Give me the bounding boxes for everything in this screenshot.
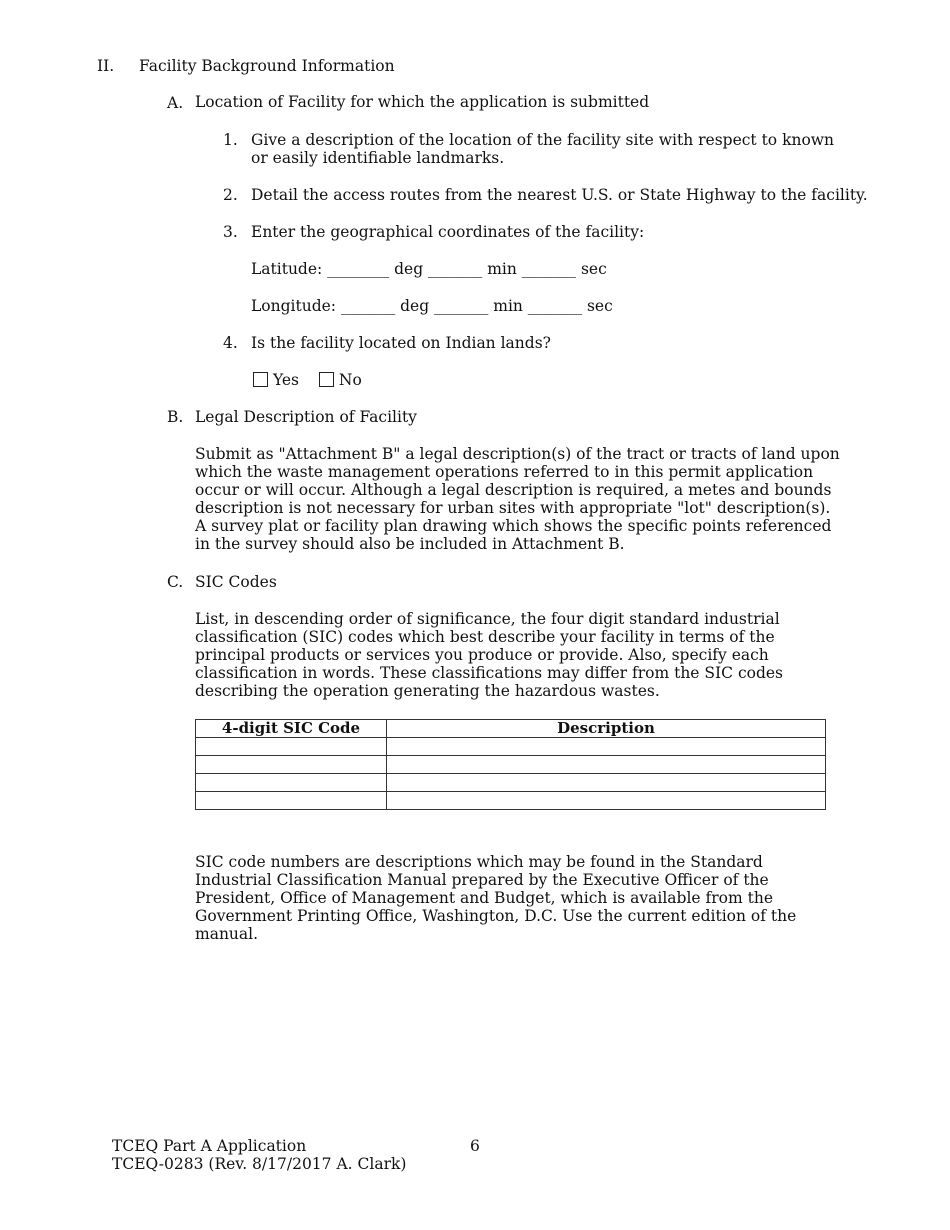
- item-3-number: 3.: [223, 223, 238, 241]
- latitude-field-line[interactable]: Latitude: ________ deg _______ min _______ sec: [251, 260, 607, 278]
- yes-checkbox[interactable]: [253, 371, 299, 389]
- item-1-number: 1.: [223, 131, 238, 149]
- no-checkbox[interactable]: [319, 371, 362, 389]
- subsection-b-letter: B.: [167, 408, 184, 426]
- item-3-text: Enter the geographical coordinates of the facility:: [251, 223, 645, 241]
- item-4-number: 4.: [223, 334, 238, 352]
- table-row: [196, 738, 826, 756]
- subsection-c-body: List, in descending order of significance, the four digit standard industrial classification (SIC) codes which best describe your facility in terms of the principal products or services you produce or provide. Also, specify each classification in words. These classifications may differ from the SIC codes describing the operation generating the hazardous wastes.: [195, 610, 784, 700]
- yes-label: Yes: [273, 371, 300, 389]
- sic-code-cell[interactable]: [196, 756, 387, 774]
- table-row: [196, 774, 826, 792]
- sic-code-table: [195, 719, 826, 810]
- item-2-number: 2.: [223, 186, 238, 204]
- no-label: No: [338, 371, 362, 389]
- sic-code-cell[interactable]: [196, 774, 387, 792]
- footer-line-1: TCEQ Part A Application: [112, 1137, 307, 1155]
- item-4-text: Is the facility located on Indian lands?: [251, 334, 551, 352]
- description-cell[interactable]: [387, 738, 826, 756]
- section-title: Facility Background Information: [139, 57, 395, 75]
- description-cell[interactable]: [387, 792, 826, 810]
- header-description: Description: [387, 720, 826, 738]
- description-cell[interactable]: [387, 774, 826, 792]
- subsection-a-title: Location of Facility for which the application is submitted: [195, 93, 650, 111]
- subsection-b-title: Legal Description of Facility: [195, 408, 417, 426]
- sic-code-cell[interactable]: [196, 738, 387, 756]
- sic-code-cell[interactable]: [196, 792, 387, 810]
- table-row: [196, 756, 826, 774]
- item-1-text: Give a description of the location of the facility site with respect to known or easily identifiable landmarks.: [251, 131, 835, 167]
- checkbox-icon[interactable]: [253, 372, 268, 387]
- header-sic-code: 4-digit SIC Code: [196, 720, 387, 738]
- sic-note: SIC code numbers are descriptions which may be found in the Standard Industrial Classification Manual prepared by the Executive Officer of the President, Office of Management and Budget, which is available from the Government Printing Office, Washington, D.C. Use the current edition of the manual.: [195, 853, 797, 943]
- section-numeral: II.: [97, 57, 115, 75]
- table-row: [196, 792, 826, 810]
- subsection-b-body: Submit as "Attachment B" a legal description(s) of the tract or tracts of land upon which the waste management operations referred to in this permit application occur or will occur. Although a legal description is required, a metes and bounds description is not necessary for urban sites with appropriate "lot" description(s). A survey plat or facility plan drawing which shows the specific points referenced in the survey should also be included in Attachment B.: [195, 445, 840, 553]
- checkbox-icon[interactable]: [319, 372, 334, 387]
- item-2-text: Detail the access routes from the nearest U.S. or State Highway to the facility.: [251, 186, 868, 204]
- longitude-field-line[interactable]: Longitude: _______ deg _______ min _______ sec: [251, 297, 613, 315]
- description-cell[interactable]: [387, 756, 826, 774]
- indian-lands-options: [253, 371, 362, 389]
- subsection-c-letter: C.: [167, 573, 184, 591]
- table-header-row: [196, 720, 826, 738]
- subsection-c-title: SIC Codes: [195, 573, 277, 591]
- page-number: 6: [470, 1137, 480, 1155]
- subsection-a-letter: A.: [167, 94, 184, 112]
- footer-line-2: TCEQ-0283 (Rev. 8/17/2017 A. Clark): [112, 1155, 407, 1173]
